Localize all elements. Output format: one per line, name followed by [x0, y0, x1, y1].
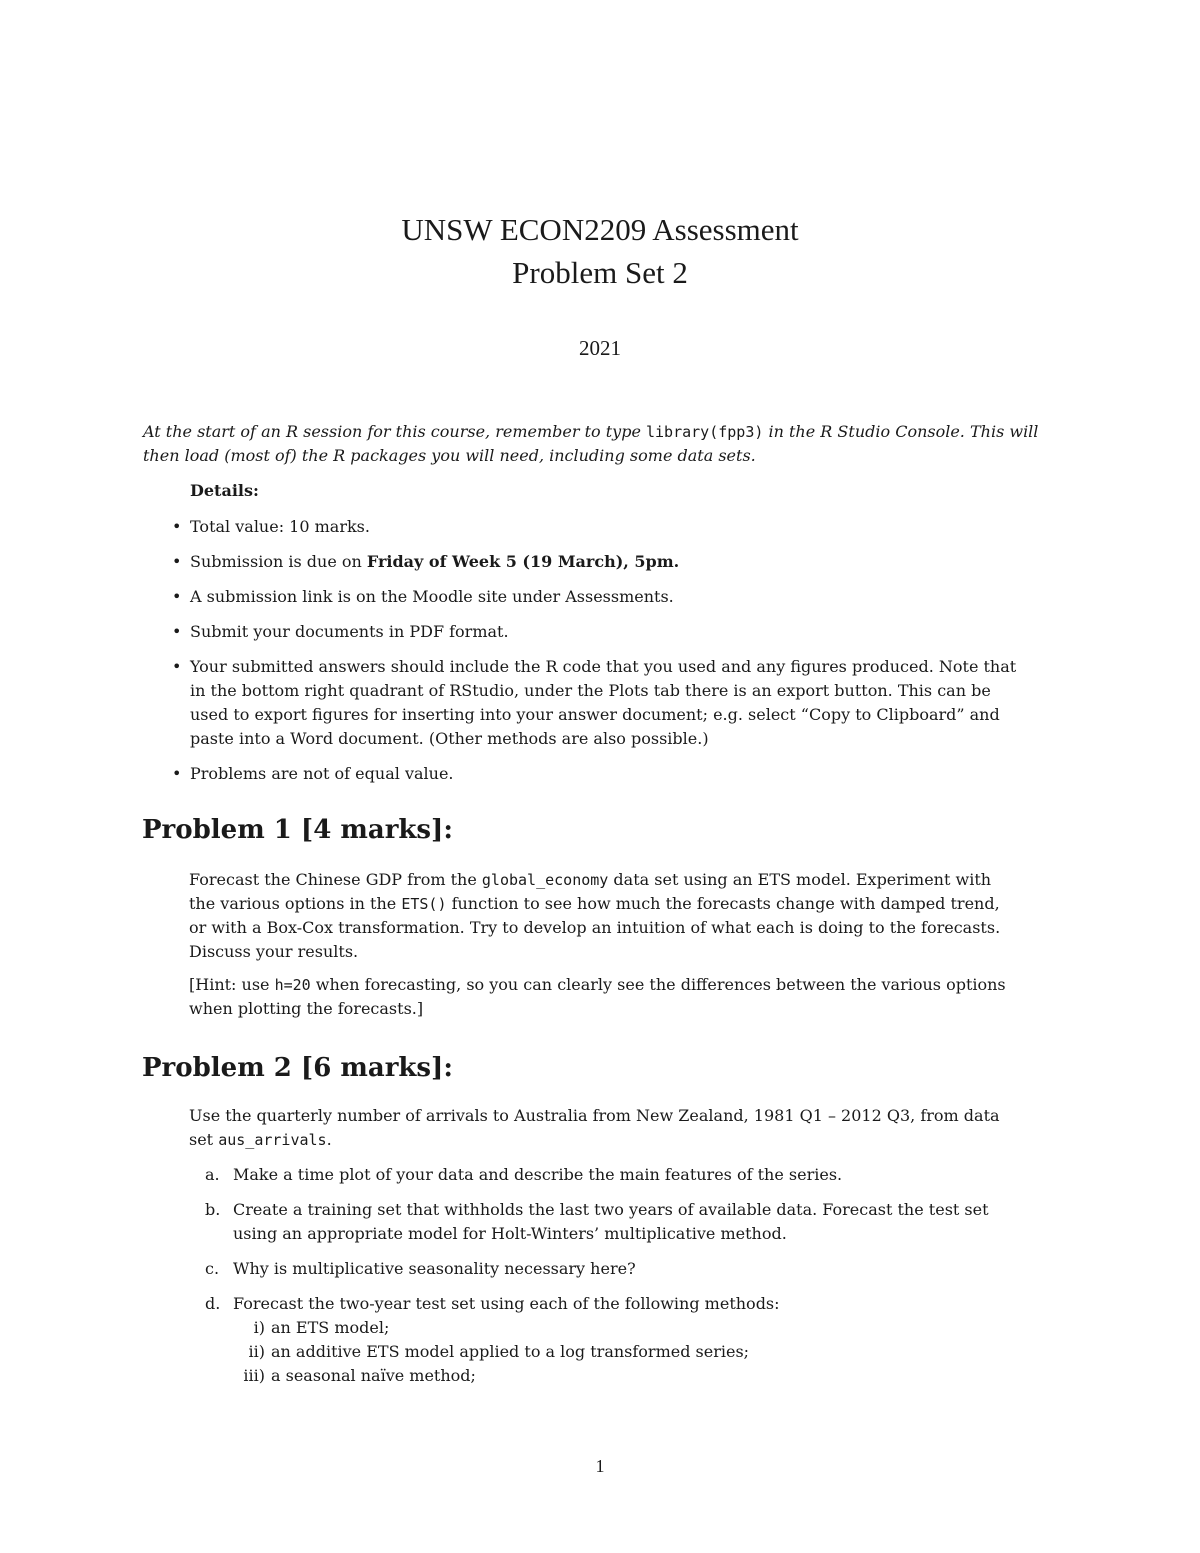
problem1-heading: Problem 1 [4 marks]: [142, 815, 453, 845]
problem2-intro [189, 1104, 1011, 1152]
problem1-code-dataset: global_economy [481, 871, 609, 889]
problem1-code-function: ETS() [401, 895, 447, 913]
subitem-text: an ETS model; [271, 1318, 390, 1337]
problem2-code-dataset: aus_arrivals [218, 1131, 327, 1149]
document-year: 2021 [579, 336, 621, 360]
document-title-line1: UNSW ECON2209 Assessment [401, 212, 799, 247]
problem2-list [205, 1163, 1015, 1399]
problem1-hint [189, 973, 1011, 1021]
problem1-text-c: function to see how much the forecasts change with damped trend, or with a Box-Cox transformation. Try to develop an intuition of what each is doing to the forecasts. Discuss your results. [189, 894, 1001, 961]
problem2-intro-text: Use the quarterly number of arrivals to Australia from New Zealand, 1981 Q1 – 2012 Q3, from data set [189, 1106, 1000, 1149]
list-item [168, 655, 1018, 751]
bullet-icon: • [172, 657, 182, 676]
problem2-intro-end: . [326, 1130, 332, 1149]
submission-deadline: Friday of Week 5 (19 March), 5pm [366, 552, 674, 571]
item-text: Why is multiplicative seasonality necessary here? [233, 1259, 636, 1278]
list-item [168, 550, 1018, 574]
details-heading: Details: [190, 481, 259, 500]
hint-text-a: [Hint: use [189, 975, 275, 994]
details-pdf-format: Submit your documents in PDF format. [190, 622, 509, 641]
page-number: 1 [595, 1456, 605, 1476]
bullet-icon: • [172, 587, 182, 606]
subitem-text: a seasonal naïve method; [271, 1366, 476, 1385]
details-submission-link: A submission link is on the Moodle site under Assessments. [190, 587, 674, 606]
subitem-label: iii) [243, 1366, 265, 1385]
list-item [205, 1163, 1015, 1187]
intro-paragraph [143, 420, 1063, 468]
list-item [205, 1198, 1015, 1246]
submission-suffix: . [673, 552, 680, 571]
subitem-text: an additive ETS model applied to a log transformed series; [271, 1342, 750, 1361]
details-total-value: Total value: 10 marks. [190, 517, 370, 536]
bullet-icon: • [172, 622, 182, 641]
problem1-paragraph [189, 868, 1011, 964]
item-label: a. [205, 1165, 220, 1184]
item-text: Forecast the two-year test set using each of the following methods: [233, 1294, 780, 1313]
sublist-item [233, 1364, 1015, 1388]
details-answers-note: Your submitted answers should include the R code that you used and any figures produced. Note that in the bottom right quadrant of RStudio, under the Plots tab there is an export button. This can be used to export figures for inserting into your answer document; e.g. select “Copy to Clipboard” and paste into a Word document. (Other methods are also possible.) [190, 657, 1017, 748]
subitem-label: ii) [248, 1342, 265, 1361]
intro-text-end: in the R Studio Console. This will then load (most of) the R packages you will need, including some data sets. [143, 422, 1039, 465]
details-unequal: Problems are not of equal value. [190, 764, 454, 783]
item-label: c. [205, 1259, 220, 1278]
hint-code: h=20 [274, 976, 311, 994]
list-item [168, 762, 1018, 786]
list-item [168, 515, 1018, 539]
hint-text-b: when forecasting, so you can clearly see the differences between the various options when plotting the forecasts.] [189, 975, 1006, 1018]
list-item [168, 585, 1018, 609]
sublist-item [233, 1340, 1015, 1364]
bullet-icon: • [172, 517, 182, 536]
details-list [168, 515, 1018, 797]
list-item [205, 1257, 1015, 1281]
problem2-heading: Problem 2 [6 marks]: [142, 1053, 453, 1083]
item-label: b. [205, 1200, 221, 1219]
subitem-label: i) [253, 1318, 265, 1337]
item-text: Make a time plot of your data and describe the main features of the series. [233, 1165, 843, 1184]
intro-code: library(fpp3) [646, 423, 764, 441]
problem1-text-a: Forecast the Chinese GDP from the [189, 870, 482, 889]
bullet-icon: • [172, 764, 182, 783]
sublist-item [233, 1316, 1015, 1340]
problem1-text-b: data set using an ETS model. Experiment with the various options in the [189, 870, 992, 913]
submission-prefix: Submission is due on [190, 552, 367, 571]
item-text: Create a training set that withholds the last two years of available data. Forecast the test set using an appropriate model for Holt-Winters’ multiplicative method. [233, 1200, 989, 1243]
list-item [205, 1292, 1015, 1388]
problem2-sublist [233, 1316, 1015, 1388]
bullet-icon: • [172, 552, 182, 571]
document-title-line2: Problem Set 2 [512, 255, 688, 290]
intro-text-start: At the start of an R session for this course, remember to type [143, 422, 646, 441]
item-label: d. [205, 1294, 221, 1313]
list-item [168, 620, 1018, 644]
